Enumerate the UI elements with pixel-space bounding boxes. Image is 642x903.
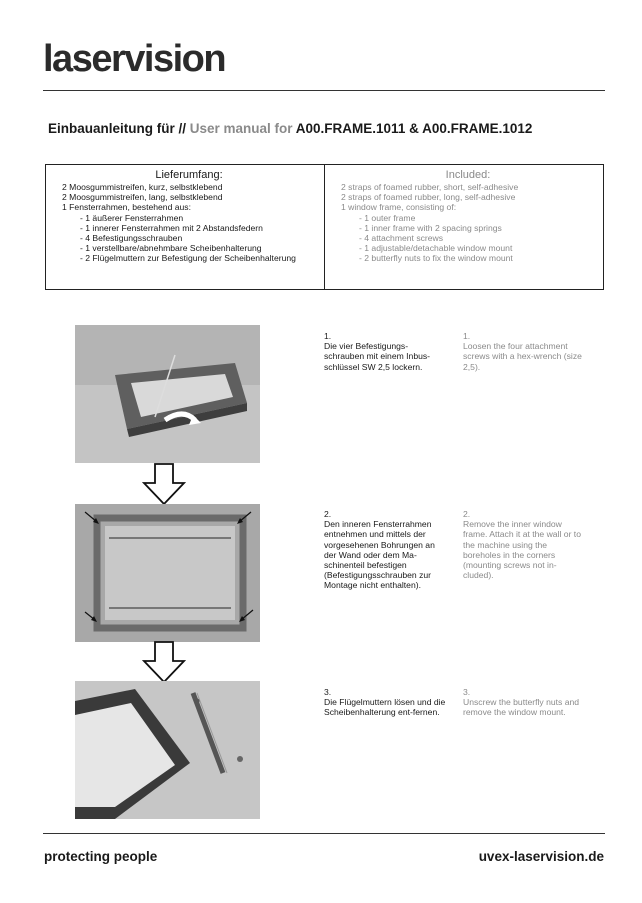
- contents-german-item: - 4 Befestigungsschrauben: [80, 233, 183, 244]
- contents-english-item: 1 window frame, consisting of:: [341, 202, 457, 213]
- step-3-number-english: 3.: [463, 687, 471, 697]
- contents-german-list: [62, 182, 316, 264]
- step-3-text-german: [324, 687, 446, 718]
- step-1-instruction-german: Die vier Befestigungs-schrauben mit einem Inbus-schlüssel SW 2,5 lockern.: [324, 341, 431, 372]
- step-2-number-german: 2.: [324, 509, 332, 519]
- step-2-text-german: [324, 509, 446, 591]
- step-1-instruction-english: Loosen the four attachment screws with a hex-wrench (size 2,5).: [463, 341, 582, 372]
- contents-german-item: - 1 verstellbare/abnehmbare Scheibenhalterung: [80, 243, 262, 254]
- contents-german-item: - 2 Flügelmuttern zur Befestigung der Scheibenhalterung: [80, 253, 296, 264]
- step-2-arrow-down-icon: [142, 641, 186, 683]
- contents-english-item: 2 straps of foamed rubber, long, self-adhesive: [341, 192, 516, 203]
- footer-divider: [43, 833, 605, 834]
- step-2-text-english: [463, 509, 587, 580]
- contents-english-item: - 1 inner frame with 2 spacing springs: [359, 222, 502, 233]
- contents-english-item: - 4 attachment screws: [359, 233, 444, 244]
- contents-english-item: 2 straps of foamed rubber, short, self-adhesive: [341, 182, 519, 192]
- title-english: User manual for: [186, 121, 293, 136]
- step-1-number-english: 1.: [463, 331, 471, 341]
- step-1-photo: [75, 325, 260, 463]
- step-2-instruction-english: Remove the inner window frame. Attach it at the wall or to the machine using the boreholes in the corners (mounting screws not in-cluded).: [463, 519, 581, 581]
- step-2-photo: [75, 504, 260, 642]
- step-3-text-english: [463, 687, 587, 718]
- contents-german-item: 2 Moosgummistreifen, lang, selbstklebend: [62, 192, 223, 203]
- step-2-instruction-german: Den inneren Fensterrahmen entnehmen und mittels der vorgesehenen Bohrungen an der Wand oder dem Ma-schinenteil befestigen (Befestigungsschrauben zur Montage nicht enthalten).: [324, 519, 435, 591]
- step-1-arrow-down-icon: [142, 463, 186, 505]
- header-divider: [43, 90, 605, 91]
- step-3-number-german: 3.: [324, 687, 332, 697]
- step-3-instruction-german: Die Flügelmuttern lösen und die Scheibenhalterung ent-fernen.: [324, 697, 446, 718]
- contents-german-item: 1 Fensterrahmen, bestehend aus:: [62, 202, 191, 213]
- title-models: A00.FRAME.1011 & A00.FRAME.1012: [292, 121, 533, 136]
- contents-english-item: - 1 outer frame: [359, 212, 416, 223]
- brand-logo: laservision: [43, 38, 226, 80]
- package-contents-box: [45, 164, 604, 290]
- step-1-number-german: 1.: [324, 331, 332, 341]
- step-3-photo: [75, 681, 260, 819]
- footer-slogan: protecting people: [44, 849, 158, 864]
- contents-english: [325, 165, 603, 289]
- contents-english-item: - 1 adjustable/detachable window mount: [359, 243, 513, 254]
- contents-english-list: [341, 182, 595, 264]
- footer-website-link[interactable]: uvex-laservision.de: [478, 849, 604, 864]
- contents-german-heading: Lieferumfang:: [155, 169, 223, 181]
- title-german: Einbauanleitung für //: [48, 121, 186, 136]
- contents-german: [46, 165, 325, 289]
- contents-german-item: - 1 äußerer Fensterrahmen: [80, 212, 184, 223]
- contents-german-item: - 1 innerer Fensterrahmen mit 2 Abstandsfedern: [80, 222, 263, 233]
- contents-german-item: 2 Moosgummistreifen, kurz, selbstklebend: [62, 182, 223, 192]
- step-1-text-english: [463, 331, 587, 372]
- step-1-text-german: [324, 331, 446, 372]
- contents-english-heading: Included:: [445, 169, 491, 181]
- page-title: [48, 121, 532, 136]
- step-3-instruction-english: Unscrew the butterfly nuts and remove the window mount.: [463, 697, 580, 718]
- step-2-number-english: 2.: [463, 509, 471, 519]
- contents-english-item: - 2 butterfly nuts to fix the window mount: [359, 253, 513, 264]
